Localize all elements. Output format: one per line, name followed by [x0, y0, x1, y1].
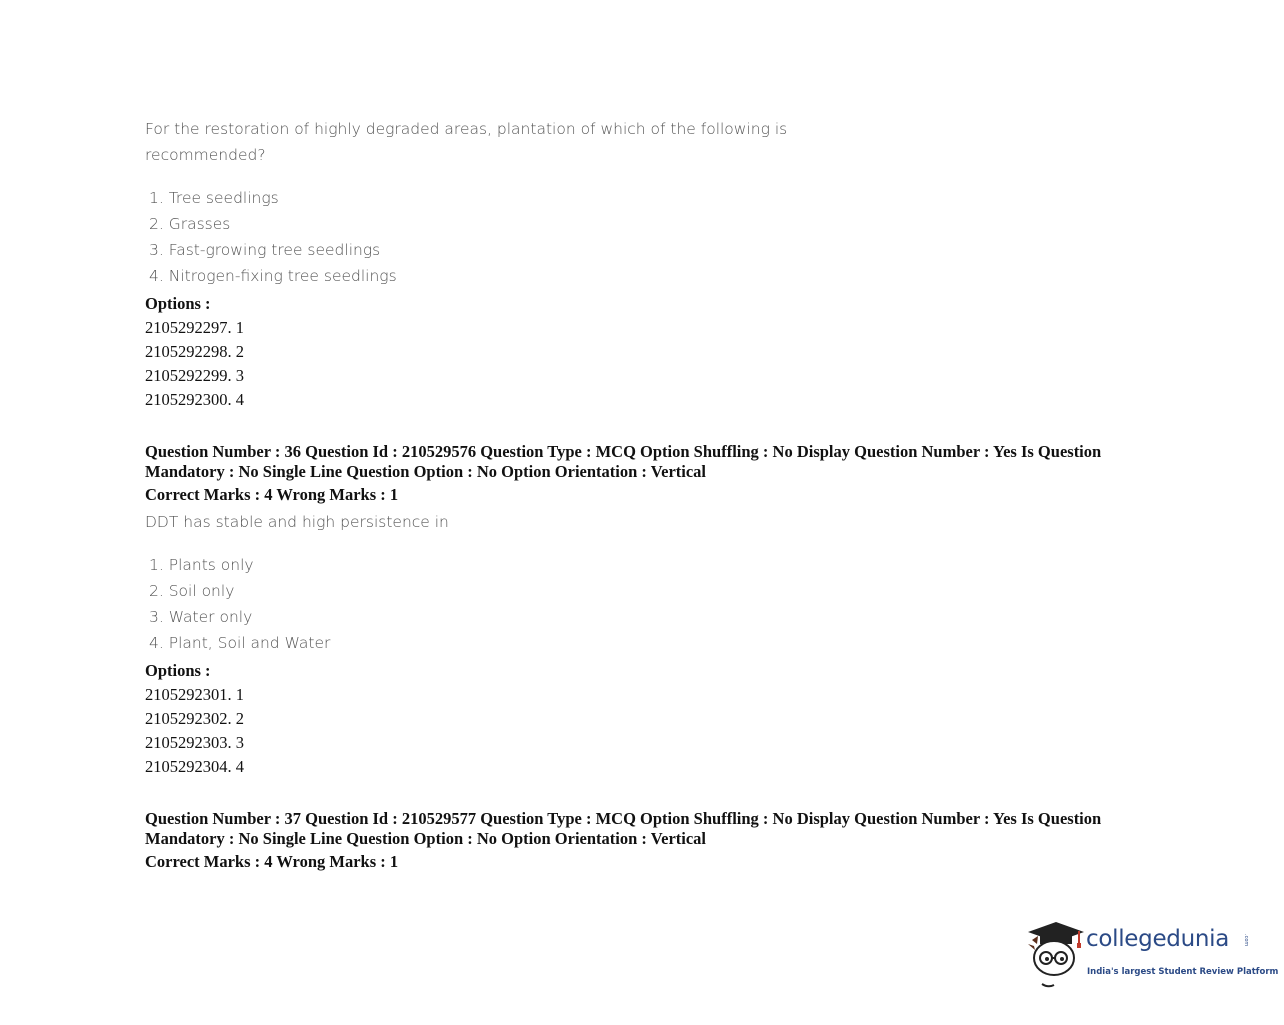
option-line: 2105292302. 2: [145, 709, 244, 728]
option-line: 2105292301. 1: [145, 685, 244, 704]
list-item: 3. Water only: [149, 608, 253, 626]
collegedunia-logo: [1024, 918, 1279, 990]
question-36-text: DDT has stable and high persistence in: [145, 513, 449, 531]
list-item: 1. Tree seedlings: [149, 189, 279, 207]
question-36-options: [145, 659, 244, 779]
question-36-item-list: [149, 552, 330, 656]
list-item: 3. Fast-growing tree seedlings: [149, 241, 381, 259]
brand-tagline: India's largest Student Review Platform: [1087, 967, 1279, 977]
options-label: Options :: [145, 661, 211, 680]
list-item: 2. Grasses: [149, 215, 231, 233]
question-36-marks: Correct Marks : 4 Wrong Marks : 1: [145, 485, 399, 504]
student-mascot-icon: [1024, 918, 1086, 990]
option-line: 2105292304. 4: [145, 757, 244, 776]
brand-domain: .com: [1243, 934, 1249, 947]
list-item: 2. Soil only: [149, 582, 235, 600]
list-item: 4. Plant, Soil and Water: [149, 634, 331, 652]
question-35-options: [145, 292, 244, 412]
option-line: 2105292298. 2: [145, 342, 244, 361]
question-37-marks: Correct Marks : 4 Wrong Marks : 1: [145, 852, 399, 871]
list-item: 4. Nitrogen-fixing tree seedlings: [149, 267, 397, 285]
option-line: 2105292303. 3: [145, 733, 244, 752]
question-37-meta: Question Number : 37 Question Id : 210529577 Question Type : MCQ Option Shuffling : No Display Question Number : Yes Is Question Mandatory : No Single Line Question Option : No Option Orientation : Vertical: [145, 809, 1102, 848]
brand-name: collegedunia: [1086, 926, 1230, 952]
option-line: 2105292300. 4: [145, 390, 244, 409]
question-35-text: For the restoration of highly degraded areas, plantation of which of the following is recommended?: [145, 120, 788, 164]
list-item: 1. Plants only: [149, 556, 254, 574]
question-35-item-list: [149, 185, 397, 289]
option-line: 2105292299. 3: [145, 366, 244, 385]
question-36-meta: Question Number : 36 Question Id : 210529576 Question Type : MCQ Option Shuffling : No Display Question Number : Yes Is Question Mandatory : No Single Line Question Option : No Option Orientation : Vertical: [145, 442, 1102, 481]
option-line: 2105292297. 1: [145, 318, 244, 337]
options-label: Options :: [145, 294, 211, 313]
